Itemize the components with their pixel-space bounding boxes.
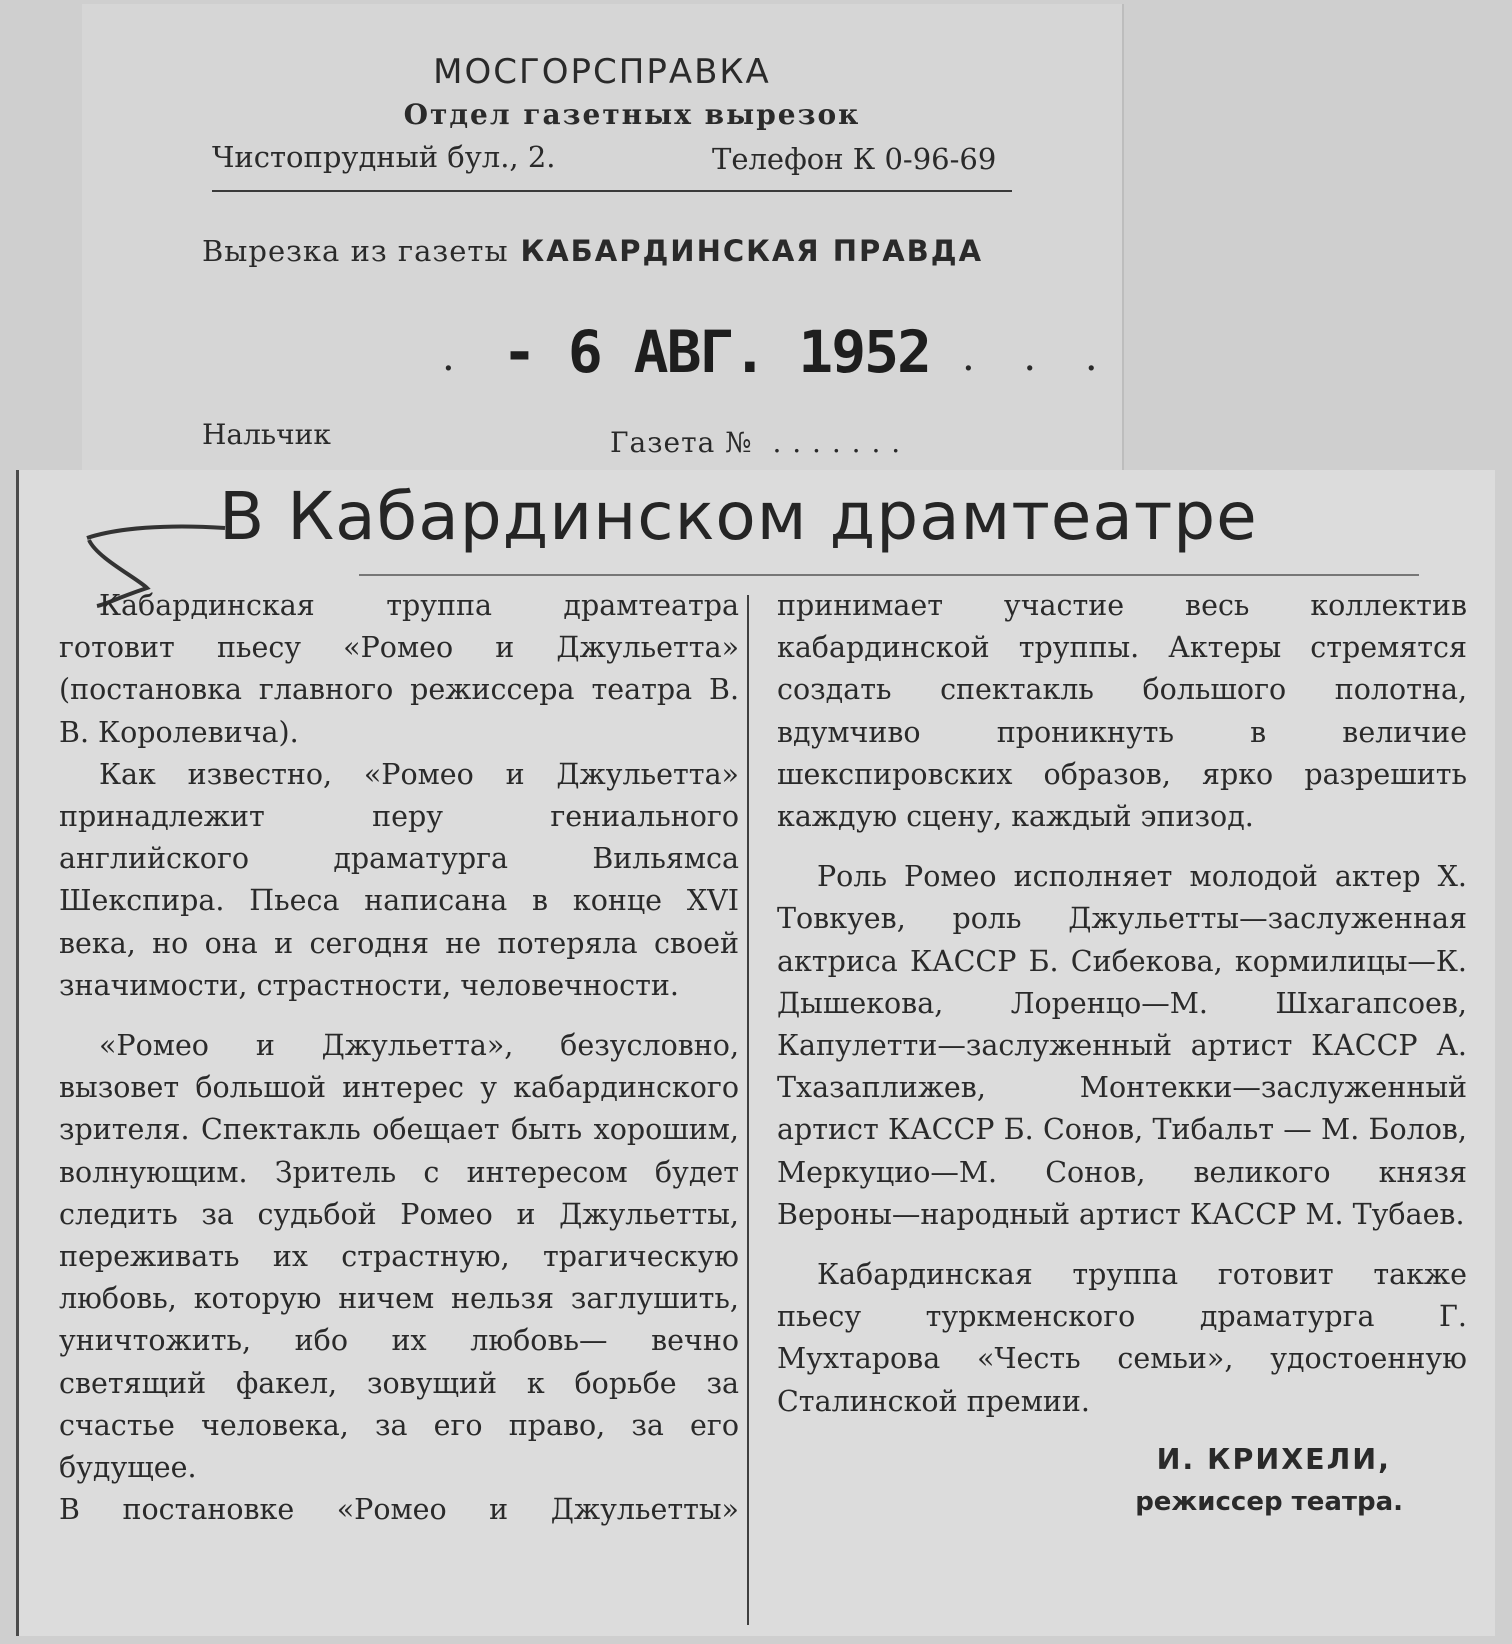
- city-name: Нальчик: [202, 418, 331, 451]
- author-name: И. КРИХЕЛИ,: [1156, 1442, 1391, 1476]
- slip-divider: [212, 190, 1012, 192]
- article-right-column: [777, 585, 1467, 1523]
- clipping-label: Вырезка из газеты: [202, 234, 509, 268]
- newspaper-clipping: [16, 470, 1495, 1636]
- column-divider: [747, 595, 749, 1625]
- article-signature: [777, 1439, 1467, 1523]
- agency-name: МОСГОРСПРАВКА: [433, 52, 771, 92]
- gazette-label: Газета №: [610, 426, 753, 459]
- article-left-column: [59, 585, 739, 1531]
- article-paragraph: Кабардинская труппа готовит также пьесу туркменского драматурга Г. Мухтарова «Честь семьи», удостоенную Сталинской премии.: [777, 1258, 1467, 1418]
- agency-phone: Телефон К 0-96-69: [712, 142, 997, 176]
- article-paragraph: принимает участие весь коллектив кабардинской труппы. Актеры стремятся создать спектакль большого полотна, вдумчиво проникнуть в величие шекспировских образов, ярко разрешить каждую сцену, каждый эпизод.: [777, 589, 1467, 834]
- headline-rule: [359, 574, 1419, 576]
- department-name: Отдел газетных вырезок: [403, 98, 861, 131]
- article-headline: В Кабардинском драмтеатре: [219, 478, 1258, 555]
- dotted-leader: . . .: [962, 334, 1116, 380]
- gazette-number: Газета № . . . . . . .: [610, 426, 902, 459]
- article-paragraph: В постановке «Ромео и Джульетты»: [59, 1493, 739, 1527]
- article-paragraph: Кабардинская труппа драмтеатра готовит пьесу «Ромео и Джульетта» (постановка главного режиссера театра В. В. Королевича).: [59, 589, 739, 749]
- article-paragraph: Роль Ромео исполняет молодой актер Х. Товкуев, роль Джульетты—заслуженная актриса КАССР Б. Сибекова, кормилицы—К. Дышекова, Лоренцо—М. Шхагапсоев, Капулетти—заслуженный артист КАССР А. Тхазаплижев, Монтекки—заслуженный артист КАССР Б. Сонов, Тибальт — М. Болов, Меркуцио—М. Сонов, великого князя Вероны—народный артист КАССР М. Тубаев.: [777, 860, 1467, 1231]
- date-stamp: - 6 АВГ. 1952: [502, 318, 930, 386]
- clipping-service-slip: [82, 4, 1124, 494]
- clipping-source: [202, 234, 983, 268]
- agency-address: Чистопрудный бул., 2.: [212, 140, 556, 174]
- newspaper-name: КАБАРДИНСКАЯ ПРАВДА: [520, 234, 984, 268]
- dotted-leader: .: [442, 334, 469, 380]
- author-role: режиссер театра.: [1135, 1487, 1403, 1518]
- article-paragraph: «Ромео и Джульетта», безусловно, вызовет большой интерес у кабардинского зрителя. Спектакль обещает быть хорошим, волнующим. Зритель с интересом будет следить за судьбой Ромео и Джульетты, переживать их страстную, трагическую любовь, которую ничем нельзя заглушить, уничтожить, ибо их любовь— вечно светящий факел, зовущий к борьбе за счастье человека, за его право, за его будущее.: [59, 1029, 739, 1485]
- article-paragraph: Как известно, «Ромео и Джульетта» принадлежит перу гениального английского драматурга Вильямса Шекспира. Пьеса написана в конце XVI века, но она и сегодня не потеряла своей значимости, страстности, человечности.: [59, 757, 739, 1002]
